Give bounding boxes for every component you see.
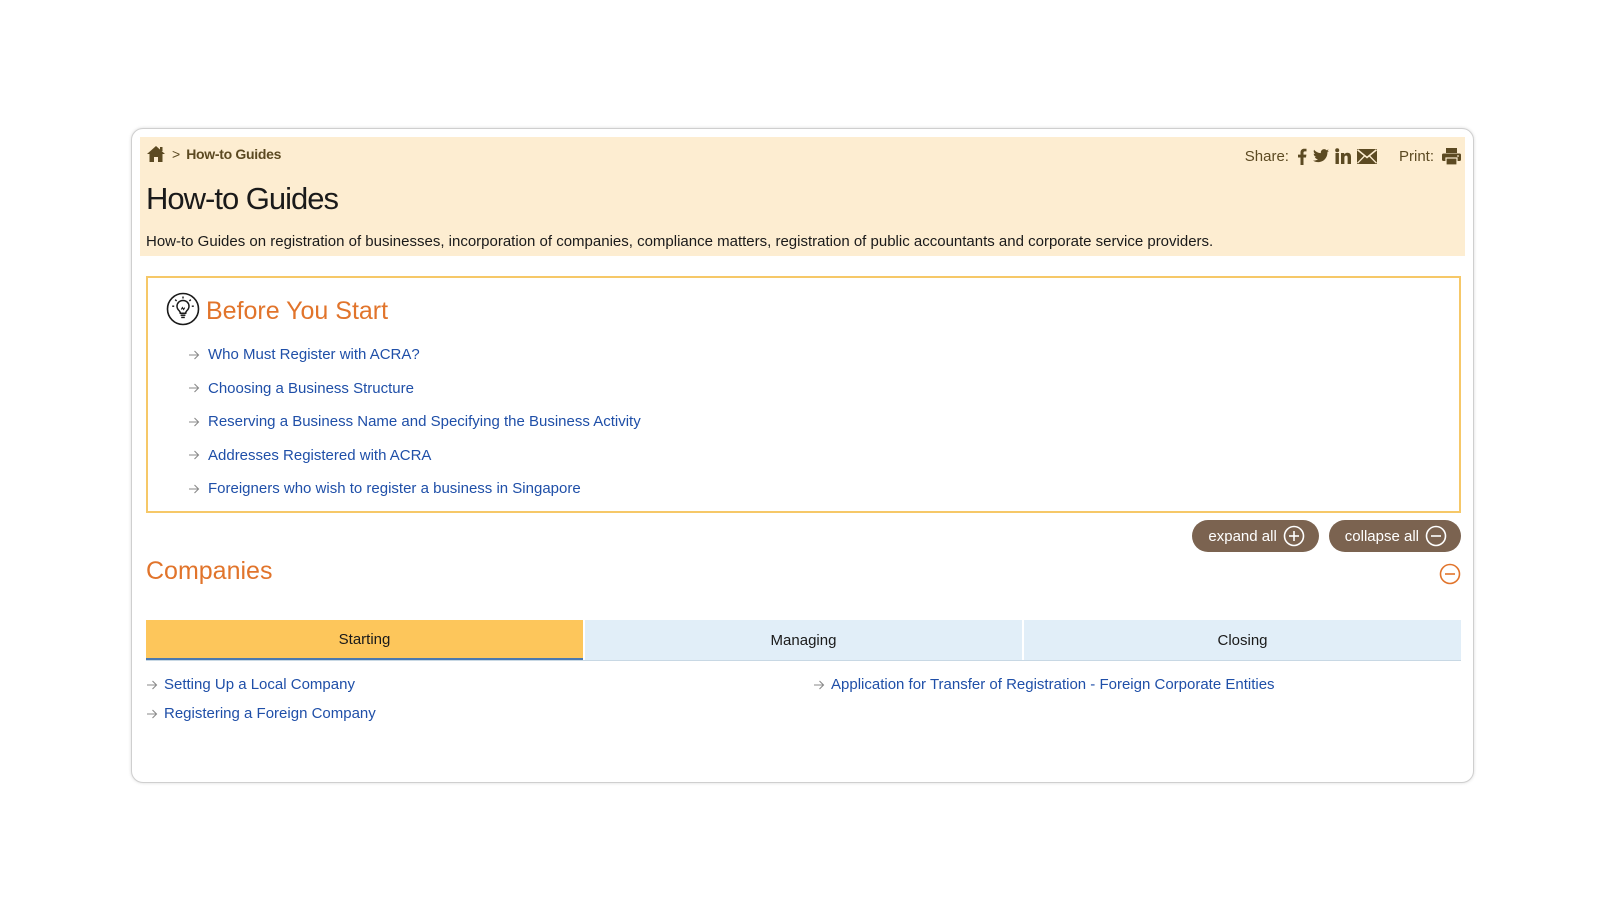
- collapse-all-label: collapse all: [1344, 527, 1419, 545]
- before-you-start-links: [188, 338, 641, 506]
- arrow-right-icon: [146, 679, 158, 691]
- twitter-icon[interactable]: [1313, 146, 1329, 166]
- arrow-right-icon: [146, 708, 158, 720]
- list-item: [813, 670, 1275, 699]
- list-item: [188, 439, 641, 473]
- arrow-right-icon: [188, 483, 200, 495]
- link-reserving-business-name[interactable]: Reserving a Business Name and Specifying the Business Activity: [208, 413, 641, 431]
- content-panel: [131, 128, 1474, 783]
- breadcrumb-separator: >: [172, 146, 181, 162]
- expand-all-button[interactable]: [1192, 520, 1318, 552]
- companies-section-title: Companies: [146, 557, 273, 585]
- tab-closing[interactable]: Closing: [1022, 620, 1461, 660]
- before-you-start-header: [166, 292, 388, 331]
- before-you-start-title: Before You Start: [206, 297, 389, 325]
- before-you-start-box: [146, 276, 1461, 513]
- starting-right-column: [813, 670, 1275, 699]
- arrow-right-icon: [188, 382, 200, 394]
- arrow-right-icon: [188, 416, 200, 428]
- minus-circle-icon[interactable]: [1439, 563, 1461, 585]
- share-label: Share:: [1244, 147, 1289, 165]
- tab-starting[interactable]: Starting: [146, 620, 583, 660]
- lightbulb-icon: [166, 292, 200, 331]
- linkedin-icon[interactable]: [1335, 146, 1351, 166]
- list-item: [188, 472, 641, 506]
- link-foreigners-register[interactable]: Foreigners who wish to register a business in Singapore: [208, 480, 581, 498]
- expand-all-label: expand all: [1208, 527, 1277, 545]
- list-item: [146, 670, 376, 699]
- companies-tabs: [146, 620, 1461, 661]
- print-label: Print:: [1398, 147, 1434, 165]
- breadcrumb: [146, 143, 281, 165]
- page-description: How-to Guides on registration of businesses, incorporation of companies, compliance matters, registration of public accountants and corporate service providers.: [146, 233, 1214, 250]
- link-transfer-of-registration[interactable]: Application for Transfer of Registration - Foreign Corporate Entities: [831, 676, 1275, 693]
- link-who-must-register[interactable]: Who Must Register with ACRA?: [208, 346, 420, 364]
- link-registering-foreign-company[interactable]: Registering a Foreign Company: [164, 705, 376, 722]
- home-icon[interactable]: [146, 145, 166, 163]
- printer-icon[interactable]: [1442, 146, 1461, 166]
- plus-circle-icon: [1283, 525, 1305, 547]
- link-setting-up-local-company[interactable]: Setting Up a Local Company: [164, 676, 355, 693]
- arrow-right-icon: [188, 449, 200, 461]
- arrow-right-icon: [813, 679, 825, 691]
- breadcrumb-current[interactable]: How-to Guides: [186, 146, 282, 162]
- list-item: [188, 338, 641, 372]
- collapse-all-button[interactable]: [1329, 520, 1461, 552]
- email-icon[interactable]: [1357, 146, 1377, 166]
- share-toolbar: [1245, 145, 1461, 167]
- list-item: [188, 405, 641, 439]
- link-addresses-registered[interactable]: Addresses Registered with ACRA: [208, 446, 432, 464]
- facebook-icon[interactable]: [1297, 146, 1307, 166]
- page-header: [140, 137, 1465, 256]
- list-item: [146, 699, 376, 728]
- arrow-right-icon: [188, 349, 200, 361]
- expand-collapse-controls: [1192, 520, 1461, 552]
- page-title: How-to Guides: [146, 181, 339, 216]
- tab-managing[interactable]: Managing: [583, 620, 1022, 660]
- minus-circle-icon: [1425, 525, 1447, 547]
- starting-left-column: [146, 670, 376, 728]
- link-choosing-business-structure[interactable]: Choosing a Business Structure: [208, 379, 414, 397]
- list-item: [188, 372, 641, 406]
